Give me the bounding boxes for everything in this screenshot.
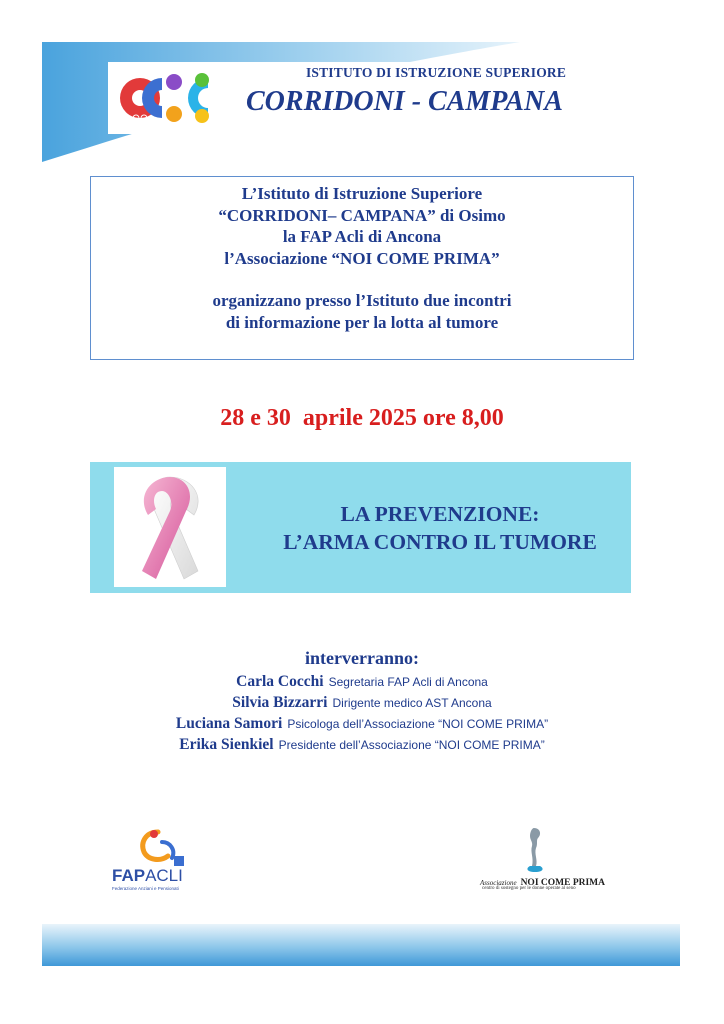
intro-box (90, 176, 634, 360)
speaker-row (0, 713, 724, 734)
speaker-role: Psicologa dell’Associazione “NOI COME PRIMA” (287, 717, 549, 731)
fap-acli-mark-icon (128, 828, 188, 870)
speaker-row (0, 692, 724, 713)
speaker-role: Presidente dell’Associazione “NOI COME PRIMA” (278, 738, 545, 752)
fap-wordmark-bold: FAP (112, 866, 146, 885)
banner-title (250, 500, 630, 556)
school-name: CORRIDONI - CAMPANA (246, 86, 563, 117)
speaker-row (0, 734, 724, 755)
banner-title-line: LA PREVENZIONE: (340, 502, 540, 526)
purpose-line: di informazione per la lotta al tumore (225, 312, 499, 332)
fap-wordmark-rest: ACLI (145, 866, 183, 885)
fap-acli-logo (110, 828, 200, 896)
purpose-line: organizzano presso l’Istituto due incontri (212, 291, 512, 310)
speaker-role: Segretaria FAP Acli di Ancona (328, 675, 488, 689)
bottom-decorative-bar (42, 924, 680, 966)
purpose-block (91, 290, 633, 333)
organizer-line: l’Associazione “NOI COME PRIMA” (224, 248, 500, 268)
event-date: 28 e 30 aprile 2025 ore 8,00 (220, 405, 504, 431)
speakers-heading: interverranno: (305, 648, 419, 668)
organizer-line: L’Istituto di Istruzione Superiore (241, 184, 483, 203)
fap-acli-wordmark (112, 866, 183, 886)
speaker-name: Silvia Bizzarri (232, 694, 328, 711)
banner-title-line: L’ARMA CONTRO IL TUMORE (283, 530, 597, 554)
fap-acli-subtitle: Federazione Anziani e Pensionati (112, 886, 179, 891)
speakers-section (0, 648, 724, 755)
school-kicker: ISTITUTO DI ISTRUZIONE SUPERIORE (305, 65, 567, 80)
speaker-name: Erika Sienkiel (179, 736, 274, 753)
noi-come-prima-subtitle: centro di sostegno per le donne operate al seno (482, 886, 576, 891)
noi-come-prima-figure-icon (520, 826, 550, 872)
organizers-block (91, 183, 633, 269)
speaker-row (0, 671, 724, 692)
noi-come-prima-logo (470, 826, 610, 896)
speaker-name: Carla Cocchi (236, 673, 324, 690)
ribbon-frame (114, 467, 226, 587)
ncp-name-main: NOI COME PRIMA (520, 878, 606, 888)
corridoni-campana-logo (118, 66, 230, 130)
organizer-line: la FAP Acli di Ancona (282, 227, 442, 246)
pink-ribbon-icon (114, 467, 226, 587)
ncp-prefix: Associazione (480, 879, 517, 887)
school-header (108, 62, 614, 134)
prevention-banner (90, 462, 631, 593)
speaker-role: Dirigente medico AST Ancona (332, 696, 492, 710)
speaker-name: Luciana Samori (175, 715, 283, 732)
organizer-line: “CORRIDONI– CAMPANA” di Osimo (218, 205, 506, 225)
